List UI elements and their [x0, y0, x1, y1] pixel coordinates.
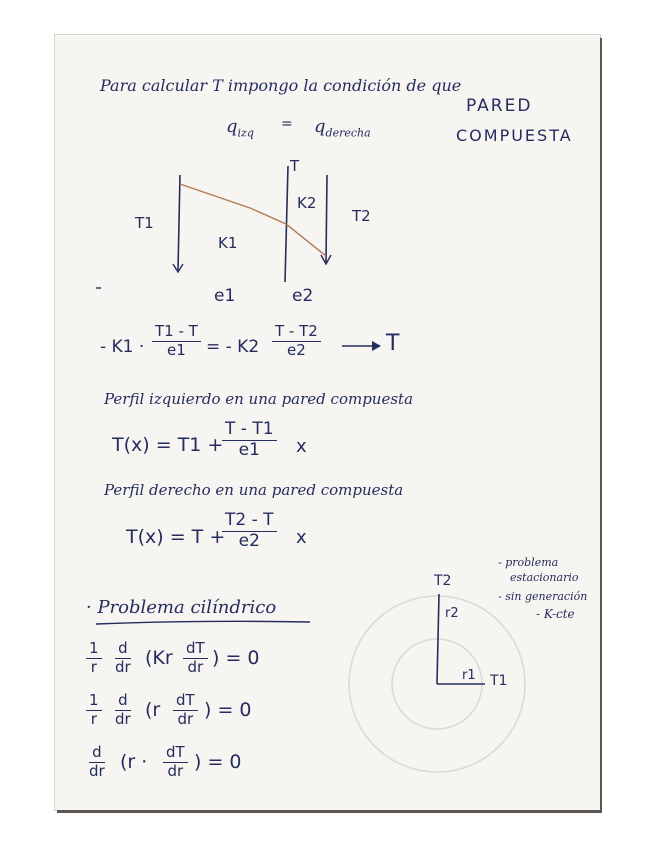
- eq1-result: T: [386, 331, 400, 356]
- note-4: - K-cte: [536, 607, 575, 621]
- note-3: - sin generación: [498, 590, 588, 603]
- cyl-eq2-b-den: dr: [115, 709, 131, 728]
- cyl-eq1-a-den: r: [90, 657, 97, 676]
- circle-T2: T2: [434, 573, 452, 589]
- q-right-subscript: derecha: [325, 126, 371, 140]
- cyl-eq3-c-den: dr: [167, 761, 184, 780]
- left-profile-num: T - T1: [222, 421, 277, 441]
- cyl-eq3-open: (r ·: [120, 751, 148, 773]
- cyl-eq1-close: ) = 0: [212, 647, 260, 669]
- cyl-eq1-c-num: dT: [183, 641, 208, 659]
- radius-r2-line: [437, 594, 439, 684]
- cylinder-heading: · Problema cilíndrico: [86, 597, 277, 618]
- q-left-symbol: q: [226, 116, 238, 137]
- title-line2: COMPUESTA: [456, 126, 573, 145]
- left-profile-lhs: T(x) = T1 +: [112, 434, 224, 456]
- cyl-eq3-c-num: dT: [163, 745, 188, 763]
- wall-T-top: T: [290, 157, 300, 175]
- wall-e2: e2: [292, 286, 314, 306]
- cyl-eq2-c-num: dT: [173, 693, 198, 711]
- right-profile-den: e2: [238, 530, 260, 551]
- eq1-den1: e1: [167, 340, 186, 359]
- wall-K1: K1: [218, 234, 238, 252]
- cyl-eq1-a-num: 1: [86, 641, 102, 659]
- cyl-eq2-c-den: dr: [177, 709, 194, 728]
- q-left-subscript: izq: [237, 126, 254, 140]
- cyl-eq3-close: ) = 0: [194, 751, 242, 773]
- wall-T1: T1: [135, 214, 154, 232]
- title-line1: PARED: [466, 96, 533, 116]
- circle-r1: r1: [462, 668, 476, 683]
- cyl-eq1-b-num: d: [115, 641, 131, 659]
- cyl-eq2-a-num: 1: [86, 693, 102, 711]
- cyl-eq2-close: ) = 0: [204, 699, 252, 721]
- cyl-eq3-b-num: d: [89, 745, 105, 763]
- eq1-mid: = - K2: [206, 337, 260, 357]
- wall-T2: T2: [352, 207, 371, 225]
- wall-e1: e1: [214, 286, 236, 306]
- cyl-eq1-open: (Kr: [145, 647, 173, 669]
- intro-text: Para calcular T impongo la condición de que: [100, 76, 462, 95]
- cyl-eq2-a-den: r: [90, 709, 97, 728]
- eq1-num1: T1 - T: [152, 324, 201, 342]
- eq1-num2: T - T2: [272, 324, 321, 342]
- q-right-symbol: q: [314, 116, 326, 137]
- note-1: - problema: [498, 556, 559, 569]
- eq1-lead: - K1 ·: [100, 337, 145, 357]
- note-2: estacionario: [510, 571, 579, 584]
- circle-r2: r2: [445, 606, 459, 621]
- cyl-eq2-b-num: d: [115, 693, 131, 711]
- cyl-eq2-open: (r: [145, 699, 161, 721]
- cyl-eq1-b-den: dr: [115, 657, 131, 676]
- wall-K2: K2: [297, 194, 317, 212]
- eq1-den2: e2: [287, 340, 306, 359]
- circle-T1: T1: [490, 673, 508, 689]
- right-profile-num: T2 - T: [222, 512, 277, 532]
- left-profile-heading: Perfil izquierdo en una pared compuesta: [104, 390, 414, 408]
- q-equals: =: [281, 116, 293, 132]
- cyl-eq1-c-den: dr: [187, 657, 204, 676]
- right-profile-heading: Perfil derecho en una pared compuesta: [104, 481, 404, 499]
- right-profile-lhs: T(x) = T +: [126, 526, 226, 548]
- left-profile-den: e1: [238, 439, 260, 460]
- left-profile-var: x: [296, 436, 307, 457]
- right-profile-var: x: [296, 527, 307, 548]
- cyl-eq3-b-den: dr: [89, 761, 105, 780]
